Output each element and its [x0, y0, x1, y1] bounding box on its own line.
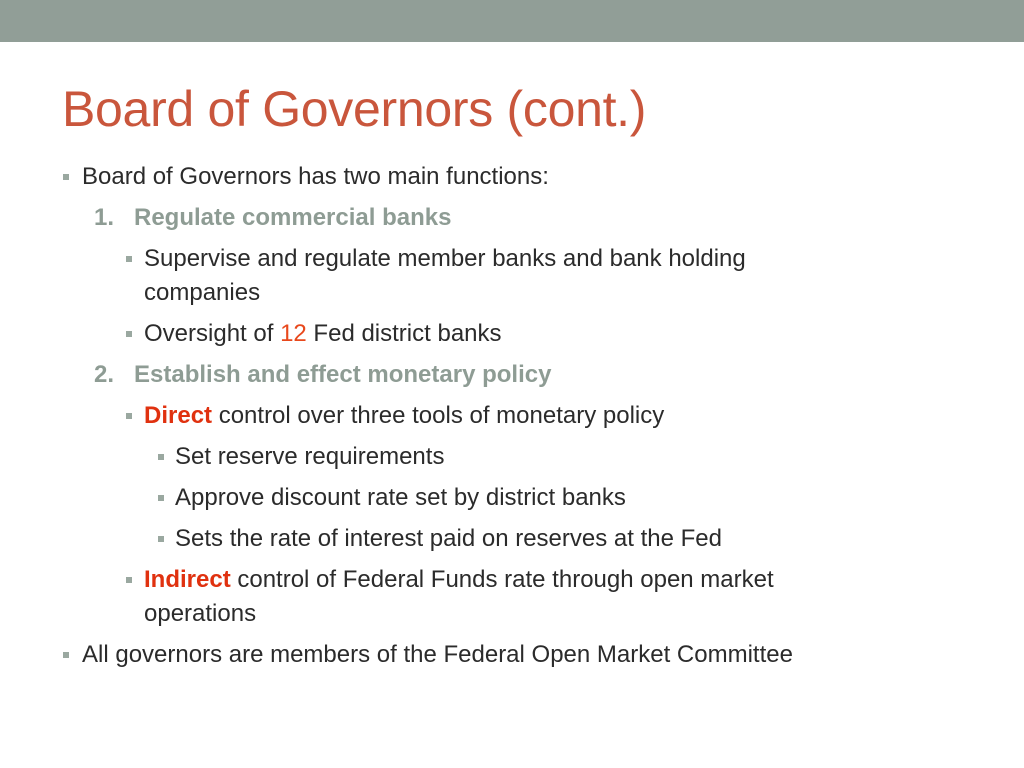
function-label: Establish and effect monetary policy — [134, 361, 552, 388]
bullet-icon — [158, 536, 164, 542]
bullet-icon — [158, 454, 164, 460]
bullet-icon — [126, 577, 132, 583]
bullet-functions-intro: Board of Governors has two main functions: — [82, 163, 549, 190]
indirect-rest: control of Federal Funds rate through open market — [230, 566, 774, 593]
indirect-word: Indirect — [144, 566, 231, 593]
bullet-supervise: Supervise and regulate member banks and bank holding — [144, 245, 746, 272]
bullet-icon — [158, 495, 164, 501]
oversight-prefix: Oversight of — [144, 320, 281, 347]
bullet-icon — [126, 256, 132, 262]
number-label: 1. — [94, 204, 115, 231]
top-band — [0, 0, 1024, 42]
bullet-tool-interest: Sets the rate of interest paid on reserves at the Fed — [175, 525, 722, 552]
bullet-icon — [63, 652, 69, 658]
oversight-suffix: Fed district banks — [306, 320, 502, 347]
bullet-supervise-continued: companies — [144, 279, 261, 306]
number-label: 2. — [94, 361, 115, 388]
bullet-tool-reserve: Set reserve requirements — [175, 443, 445, 470]
function-label: Regulate commercial banks — [134, 204, 452, 231]
bullet-icon — [63, 174, 69, 180]
bullet-indirect-continued: operations — [144, 600, 257, 627]
bullet-fomc: All governors are members of the Federal Open Market Committee — [82, 641, 793, 668]
slide-title: Board of Governors (cont.) — [62, 81, 647, 137]
direct-word: Direct — [144, 402, 213, 429]
numbered-item-2 — [94, 358, 551, 392]
bullet-oversight — [144, 317, 502, 351]
numbered-item-1 — [94, 201, 451, 235]
bullet-direct — [144, 399, 664, 433]
oversight-number: 12 — [280, 320, 307, 347]
bullet-icon — [126, 331, 132, 337]
direct-rest: control over three tools of monetary policy — [212, 402, 665, 429]
bullet-indirect — [144, 563, 774, 597]
bullet-tool-discount: Approve discount rate set by district banks — [175, 484, 626, 511]
bullet-icon — [126, 413, 132, 419]
